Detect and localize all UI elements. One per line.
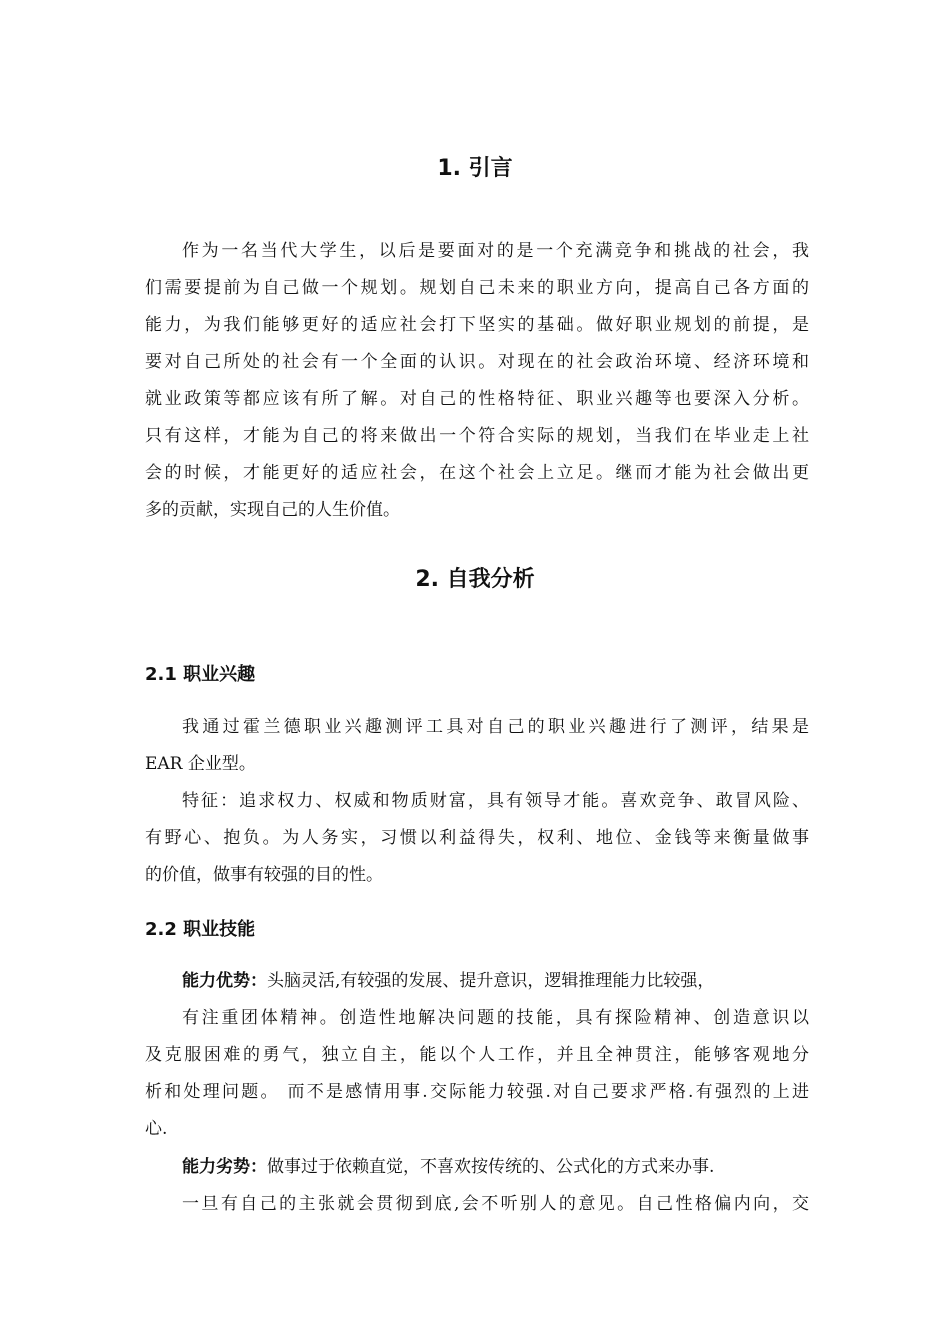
text-line: 特征：追求权力、权威和物质财富，具有领导才能。喜欢竞争、敢冒风险、 [182,791,809,811]
intro-paragraph [145,233,809,529]
text-line: 要对自己所处的社会有一个全面的认识。对现在的社会政治环境、经济环境和 [145,352,809,372]
text-line [145,963,809,1000]
strength-text: 头脑灵活,有较强的发展、提升意识，逻辑推理能力比较强， [267,971,715,991]
text-line: 作为一名当代大学生，以后是要面对的是一个充满竞争和挑战的社会，我 [182,241,809,261]
text-line [145,1149,809,1186]
text-line: 一旦有自己的主张就会贯彻到底,会不听别人的意见。自己性格偏内向，交 [182,1194,809,1214]
skills-strength-paragraph [145,963,809,1148]
heading-self-analysis: 2. 自我分析 [415,567,535,592]
weakness-text: 做事过于依赖直觉，不喜欢按传统的、公式化的方式来办事. [267,1157,715,1177]
text-line: 析和处理问题。 而不是感情用事.交际能力较强.对自己要求严格.有强烈的上进 [145,1082,809,1102]
text-line: 有野心、抱负。为人务实，习惯以利益得失，权利、地位、金钱等来衡量做事 [145,828,809,848]
text-line: 有注重团体精神。创造性地解决问题的技能，具有探险精神、创造意识以 [182,1008,809,1028]
text-line: 多的贡献，实现自己的人生价值。 [145,500,400,520]
heading-career-skills: 2.2 职业技能 [145,919,256,940]
heading-career-interest: 2.1 职业兴趣 [145,664,256,685]
text-line: 们需要提前为自己做一个规划。规划自己未来的职业方向，提高自己各方面的 [145,278,809,298]
text-line: EAR 企业型。 [145,754,256,774]
text-line: 心. [145,1119,168,1139]
strength-label: 能力优势： [182,971,267,991]
text-line: 就业政策等都应该有所了解。对自己的性格特征、职业兴趣等也要深入分析。 [145,389,809,409]
weakness-label: 能力劣势： [182,1157,267,1177]
heading-introduction: 1. 引言 [437,156,513,181]
text-line: 及克服困难的勇气，独立自主，能以个人工作，并且全神贯注，能够客观地分 [145,1045,809,1065]
skills-weakness-paragraph [145,1149,809,1223]
text-line: 我通过霍兰德职业兴趣测评工具对自己的职业兴趣进行了测评，结果是 [182,717,809,737]
interest-paragraph-1 [145,709,809,783]
text-line: 能力，为我们能够更好的适应社会打下坚实的基础。做好职业规划的前提，是 [145,315,809,335]
interest-paragraph-2 [145,783,809,894]
text-line: 会的时候，才能更好的适应社会，在这个社会上立足。继而才能为社会做出更 [145,463,809,483]
text-line: 只有这样，才能为自己的将来做出一个符合实际的规划，当我们在毕业走上社 [145,426,809,446]
text-line: 的价值，做事有较强的目的性。 [145,865,383,885]
